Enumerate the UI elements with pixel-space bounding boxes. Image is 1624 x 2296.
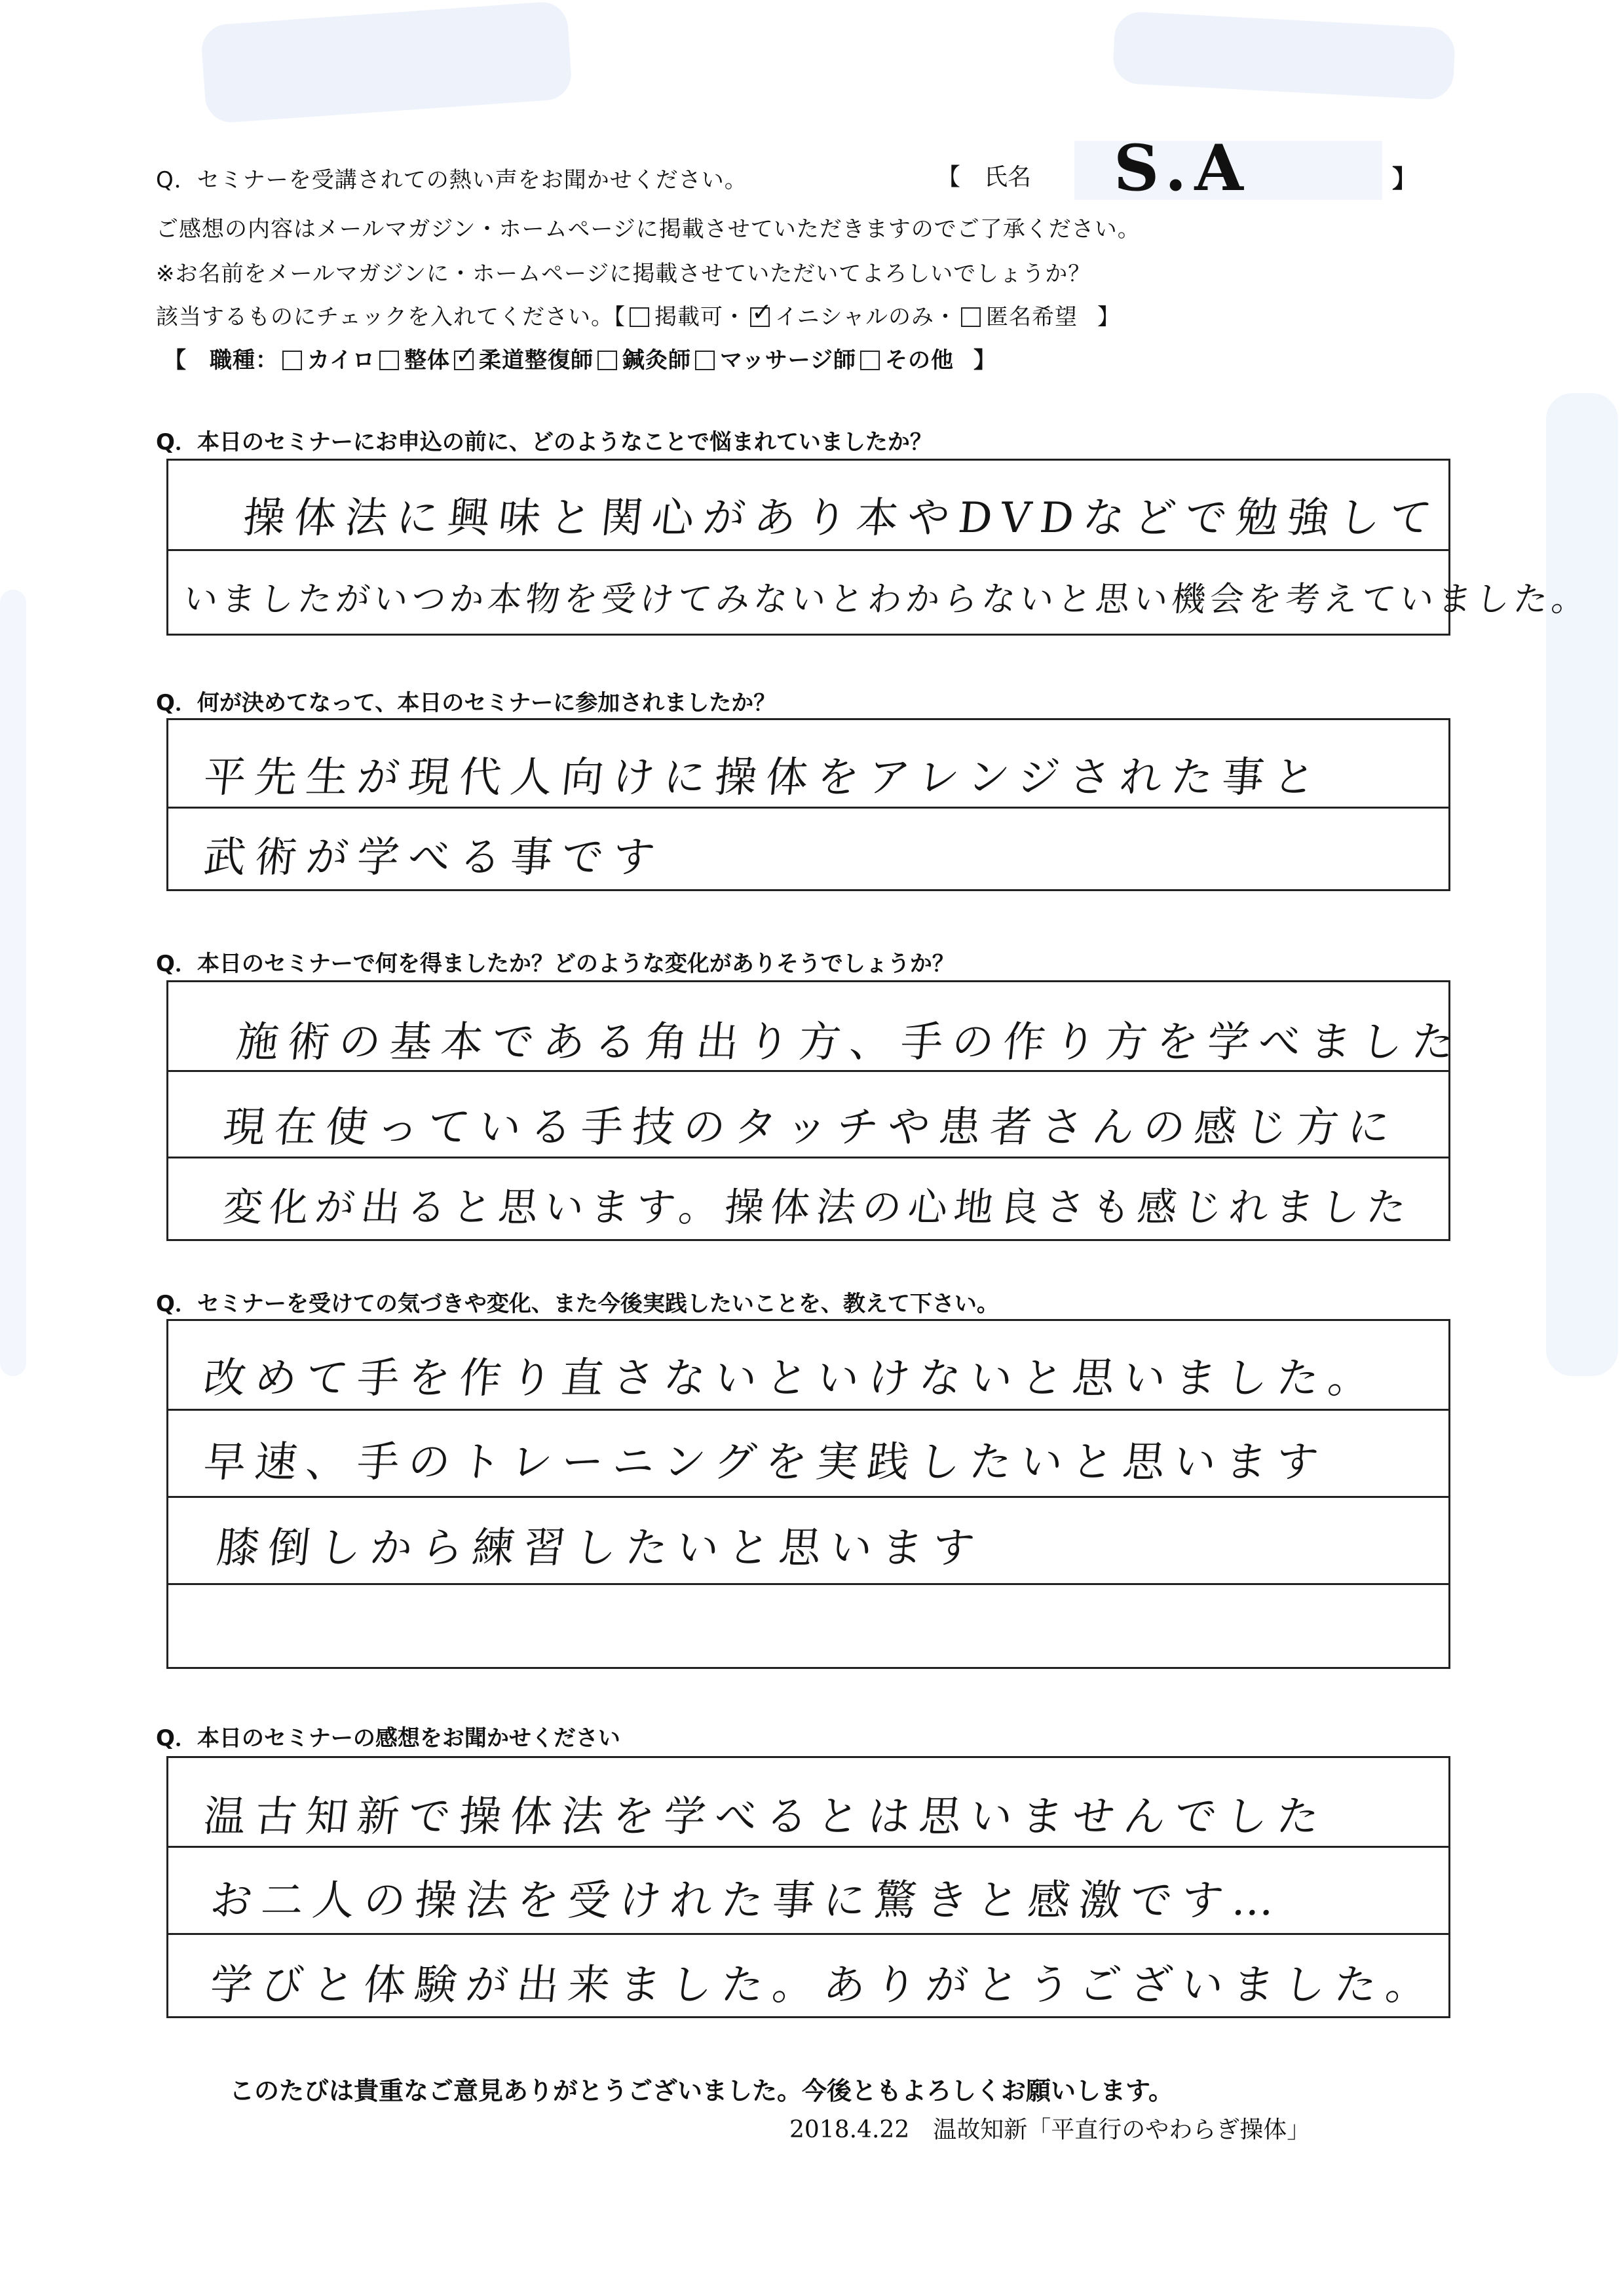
answer-row (168, 1933, 1448, 2018)
checkbox-massage[interactable] (695, 351, 715, 370)
answer-row (168, 982, 1466, 1072)
occupation-prefix: 【 職種： (164, 347, 278, 373)
answer-box-1 (166, 459, 1592, 636)
answer-row (168, 549, 1592, 636)
scan-blotch (200, 1, 573, 124)
answer-row (168, 1409, 1448, 1498)
question-1: Q．本日のセミナーにお申込の前に、どのようなことで悩まれていましたか？ (156, 429, 932, 455)
answer-row (168, 1070, 1448, 1158)
occupation-label: マッサージ師 (719, 347, 856, 373)
answer-row (168, 720, 1448, 809)
question-5: Q．本日のセミナーの感想をお聞かせください (156, 1725, 620, 1751)
notice-line-2: ※お名前をメールマガジンに・ホームページに掲載させていただいてよろしいでしょうか？ (156, 261, 1091, 287)
checkbox-acupuncture[interactable] (597, 351, 617, 370)
occupation-suffix: 】 (973, 347, 996, 373)
answer-text: 早速、手のトレーニングを実践したいと思います (201, 1438, 1330, 1487)
question-3: Q．本日のセミナーで何を得ましたか？どのような変化がありそうでしょうか？ (156, 951, 954, 977)
consent-prefix: 該当するものにチェックを入れてください。【 (156, 304, 626, 330)
occupation-label: その他 (884, 347, 954, 373)
answer-row-empty[interactable] (168, 1583, 1448, 1669)
answer-row (168, 1321, 1448, 1411)
checkbox-chiropractic[interactable] (282, 351, 302, 370)
name-value: S.A (1114, 131, 1251, 205)
answer-text: 武術が学べる事です (201, 833, 667, 882)
checkbox-initials-only[interactable] (750, 307, 770, 327)
answer-row (168, 1496, 1448, 1585)
checkbox-other[interactable] (860, 351, 880, 370)
checkbox-judo-therapist[interactable] (454, 351, 474, 370)
answer-text: 変化が出ると思います。操体法の心地良さも感じれました (221, 1185, 1415, 1231)
occupation-row (164, 342, 996, 374)
consent-option-label: イニシャルのみ・ (774, 304, 957, 330)
consent-option-label: 掲載可・ (654, 304, 746, 330)
question-4: Q．セミナーを受けての気づきや変化、また今後実践したいことを、教えて下さい。 (156, 1291, 999, 1317)
question-2: Q．何が決めてなって、本日のセミナーに参加されましたか？ (156, 690, 776, 716)
occupation-label: カイロ (307, 347, 375, 373)
answer-text: 現在使っている手技のタッチや患者さんの感じ方に (221, 1103, 1402, 1152)
scan-blotch (0, 590, 26, 1376)
consent-option-label: 匿名希望 (985, 304, 1078, 330)
checkbox-seitai[interactable] (379, 351, 399, 370)
checkbox-anonymous[interactable] (961, 307, 981, 327)
name-label: 【 氏名 (937, 164, 1032, 191)
answer-box-4 (166, 1319, 1450, 1669)
occupation-label: 鍼灸師 (622, 347, 691, 373)
answer-box-5 (166, 1756, 1450, 2018)
answer-row (168, 807, 1448, 891)
occupation-label: 柔道整復師 (478, 347, 594, 373)
answer-box-2 (166, 718, 1450, 891)
scan-blotch (1546, 393, 1618, 1376)
answer-text: 施術の基本である角出り方、手の作り方を学べました (234, 1018, 1466, 1067)
answer-text: いましたがいつか本物を受けてみないとわからないと思い機会を考えていました。 (181, 580, 1592, 619)
event-date-title: 2018.4.22 温故知新「平直行のやわらぎ操体」 (789, 2116, 1311, 2143)
answer-box-3 (166, 980, 1466, 1241)
answer-text: 改めて手を作り直さないといけないと思いました。 (201, 1354, 1382, 1403)
checkbox-publish-ok[interactable] (630, 307, 649, 327)
publish-consent-row (156, 299, 1120, 331)
notice-line-1: ご感想の内容はメールマガジン・ホームページに掲載させていただきますのでご了承ください。 (156, 216, 1141, 242)
answer-text: 平先生が現代人向けに操体をアレンジされた事と (201, 754, 1327, 802)
thanks-message: このたびは貴重なご意見ありがとうございました。今後ともよろしくお願いします。 (229, 2076, 1173, 2105)
answer-row (168, 1758, 1448, 1848)
answer-text: 温古知新で操体法を学べるとは思いませんでした (201, 1793, 1331, 1841)
answer-row (168, 1157, 1448, 1241)
answer-row (168, 1846, 1448, 1935)
answer-text: 膝倒しから練習したいと思います (214, 1524, 987, 1573)
answer-text: 学びと体験が出来ました。ありがとうございました。 (208, 1961, 1440, 2010)
answer-text: 操体法に興味と関心があり本やDVDなどで勉強して (240, 494, 1443, 543)
intro-question: Q．セミナーを受講されての熱い声をお聞かせください。 (156, 167, 747, 193)
answer-row (168, 461, 1448, 551)
scan-blotch (1112, 10, 1456, 100)
occupation-label: 整体 (404, 347, 450, 373)
name-close-bracket: 】 (1392, 164, 1418, 193)
consent-suffix: 】 (1097, 304, 1120, 330)
answer-text: お二人の操法を受けれた事に驚きと感激です… (208, 1877, 1287, 1925)
